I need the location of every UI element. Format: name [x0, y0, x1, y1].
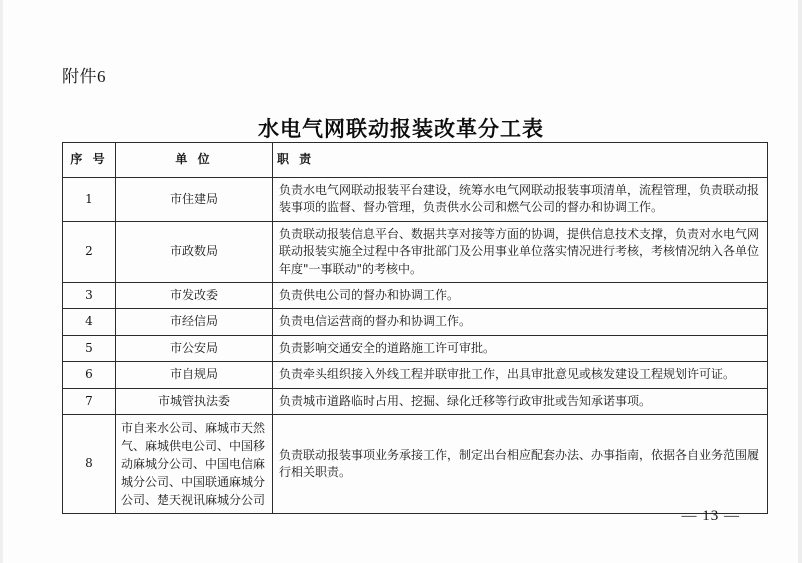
row-duty: 负责城市道路临时占用、挖掘、绿化迁移等行政审批或告知承诺事项。	[273, 388, 768, 414]
scan-edge-right	[798, 0, 802, 563]
header-no: 序 号	[63, 143, 116, 178]
table-row	[63, 178, 768, 222]
row-number: 3	[63, 282, 116, 308]
table-row	[63, 362, 768, 388]
table-row	[63, 221, 768, 282]
row-number: 5	[63, 335, 116, 361]
table-row	[63, 414, 768, 513]
row-duty: 负责影响交通安全的道路施工许可审批。	[273, 335, 768, 361]
table-header-row	[63, 143, 768, 178]
row-number: 1	[63, 178, 116, 222]
row-unit: 市住建局	[116, 178, 273, 222]
row-duty: 负责联动报装信息平台、数据共享对接等方面的协调，提供信息技术支撑，负责对水电气网联动报装实施全过程中各审批部门及公用事业单位落实情况进行考核，考核情况纳入各单位年度"一事联动"的考核中。	[273, 221, 768, 282]
row-unit: 市公安局	[116, 335, 273, 361]
header-unit: 单 位	[116, 143, 273, 178]
row-unit: 市发改委	[116, 282, 273, 308]
table-row	[63, 335, 768, 361]
page-title: 水电气网联动报装改革分工表	[258, 116, 544, 141]
row-unit: 市城管执法委	[116, 388, 273, 414]
table-body	[63, 178, 768, 514]
duty-table	[62, 142, 768, 514]
row-unit: 市自规局	[116, 362, 273, 388]
row-duty: 负责牵头组织接入外线工程并联审批工作，出具审批意见或核发建设工程规划许可证。	[273, 362, 768, 388]
scan-edge-left	[0, 0, 3, 563]
row-number: 6	[63, 362, 116, 388]
table-row	[63, 309, 768, 335]
attachment-label: 附件6	[62, 67, 106, 86]
page-number: — 13 —	[681, 508, 740, 524]
row-number: 4	[63, 309, 116, 335]
row-number: 8	[63, 414, 116, 513]
table-row	[63, 388, 768, 414]
duty-table-wrapper	[62, 142, 760, 514]
table-head	[63, 143, 768, 178]
row-unit: 市自来水公司、麻城市天然气、麻城供电公司、中国移动麻城分公司、中国电信麻城分公司、中国联通麻城分公司、楚天视讯麻城分公司	[116, 414, 273, 513]
row-duty: 负责水电气网联动报装平台建设，统筹水电气网联动报装事项清单，流程管理，负责联动报装事项的监督、督办管理，负责供水公司和燃气公司的督办和协调工作。	[273, 178, 768, 222]
row-unit: 市经信局	[116, 309, 273, 335]
table-row	[63, 282, 768, 308]
row-duty: 负责联动报装事项业务承接工作，制定出台相应配套办法、办事指南，依据各自业务范围履行相关职责。	[273, 414, 768, 513]
header-duty: 职 责	[273, 143, 768, 178]
row-duty: 负责供电公司的督办和协调工作。	[273, 282, 768, 308]
row-number: 7	[63, 388, 116, 414]
row-duty: 负责电信运营商的督办和协调工作。	[273, 309, 768, 335]
row-unit: 市政数局	[116, 221, 273, 282]
row-number: 2	[63, 221, 116, 282]
